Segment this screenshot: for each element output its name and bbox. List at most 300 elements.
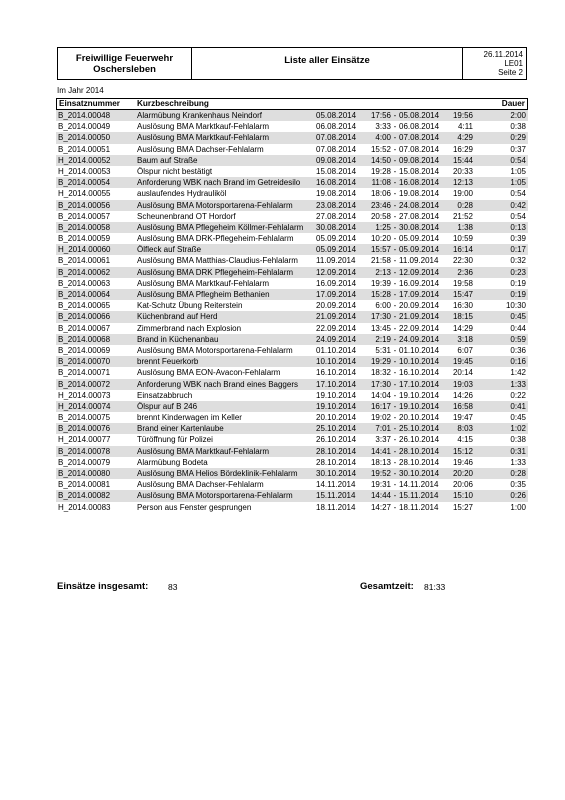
end-time: 22:30 — [452, 256, 473, 266]
incident-description: Ölfleck auf Straße — [137, 245, 202, 255]
year-subtitle: Im Jahr 2014 — [57, 86, 104, 95]
incident-duration: 0:32 — [510, 256, 526, 266]
incident-duration: 0:44 — [510, 323, 526, 333]
end-date: 25.10.2014 — [399, 424, 440, 434]
date-range-separator: - — [393, 245, 397, 255]
incident-duration: 0:19 — [510, 278, 526, 288]
start-time: 21:58 — [370, 256, 391, 266]
incident-duration: 0:29 — [510, 133, 526, 143]
table-row — [56, 177, 528, 188]
start-time: 17:30 — [370, 379, 391, 389]
end-date: 17.09.2014 — [399, 290, 440, 299]
date-range-separator: - — [393, 222, 397, 232]
date-range-separator: - — [393, 390, 397, 400]
start-time: 19:39 — [370, 278, 391, 288]
end-date: 14.11.2014 — [399, 480, 439, 490]
start-time: 19:31 — [370, 480, 391, 490]
page-number: Seite 2 — [498, 68, 523, 77]
start-date: 26.10.2014 — [316, 435, 357, 445]
date-range-separator: - — [393, 424, 397, 434]
incident-description: Auslösung BMA Marktkauf-Fehlalarm — [137, 133, 270, 143]
org-name-line2: Oschersleben — [93, 63, 156, 75]
end-date: 06.08.2014 — [399, 122, 440, 132]
start-time: 1:25 — [375, 222, 391, 232]
incident-description: Auslösung BMA Matthias-Claudius-Fehlalarm — [137, 256, 298, 266]
incident-description: auslaufendes Hydrauliköl — [137, 189, 227, 199]
start-date: 16.10.2014 — [316, 368, 357, 378]
start-time: 17:56 — [370, 111, 391, 120]
date-range-separator: - — [393, 133, 397, 143]
start-date: 17.09.2014 — [316, 290, 357, 299]
start-date: 19.10.2014 — [316, 401, 357, 411]
end-date: 28.10.2014 — [399, 457, 440, 467]
table-row — [56, 390, 528, 401]
incident-description: Auslösung BMA Motorsportarena-Fehlalarm — [137, 345, 293, 355]
incident-number: B_2014.00072 — [58, 379, 111, 389]
incident-duration: 1:33 — [510, 457, 526, 467]
start-date: 19.10.2014 — [316, 390, 357, 400]
incident-duration: 0:38 — [510, 122, 526, 132]
total-count-label: Einsätze insgesamt: — [57, 581, 149, 592]
end-date: 11.09.2014 — [399, 256, 439, 266]
table-row — [56, 502, 528, 513]
end-time: 19:46 — [452, 457, 473, 467]
incident-description: Auslösung BMA Dachser-Fehlalarm — [137, 480, 264, 490]
table-row — [56, 278, 528, 289]
start-time: 13:45 — [370, 323, 391, 333]
start-time: 19:02 — [370, 413, 391, 423]
incident-duration: 0:41 — [510, 401, 526, 411]
end-time: 20:14 — [452, 368, 473, 378]
end-time: 16:58 — [452, 401, 473, 411]
column-header-number: Einsatznummer — [59, 99, 120, 108]
end-date: 12.09.2014 — [399, 267, 440, 277]
start-date: 19.08.2014 — [316, 189, 357, 199]
date-range-separator: - — [393, 401, 397, 411]
incident-number: B_2014.00078 — [58, 446, 111, 456]
start-date: 21.09.2014 — [316, 312, 357, 322]
end-date: 05.09.2014 — [399, 234, 440, 244]
end-time: 18:15 — [452, 312, 473, 322]
incident-number: B_2014.00062 — [58, 267, 111, 277]
end-date: 07.08.2014 — [399, 133, 440, 143]
start-time: 16:17 — [370, 401, 391, 411]
total-time-value: 81:33 — [424, 582, 446, 592]
start-date: 16.09.2014 — [316, 278, 357, 288]
incident-duration: 0:39 — [510, 234, 526, 244]
incident-duration: 0:19 — [510, 290, 526, 299]
end-time: 19:00 — [452, 189, 473, 199]
table-row — [56, 166, 528, 177]
incident-number: B_2014.00069 — [58, 345, 111, 355]
start-date: 22.09.2014 — [316, 323, 357, 333]
table-row — [56, 222, 528, 233]
date-range-separator: - — [393, 334, 397, 344]
incident-number: B_2014.00079 — [58, 457, 111, 467]
column-header-description: Kurzbeschreibung — [137, 99, 209, 108]
incident-duration: 1:33 — [510, 379, 526, 389]
incident-duration: 0:28 — [510, 469, 526, 478]
start-time: 20:58 — [370, 211, 391, 221]
table-row — [56, 345, 528, 356]
end-time: 12:13 — [452, 178, 473, 188]
incident-description: Küchenbrand auf Herd — [137, 312, 218, 322]
incident-number: H_2014.00053 — [58, 166, 111, 176]
table-row — [56, 468, 528, 479]
incident-number: B_2014.00080 — [58, 469, 111, 478]
incident-description: Auslösung BMA Dachser-Fehlalarm — [137, 144, 264, 154]
end-date: 16.09.2014 — [399, 278, 440, 288]
incident-number: B_2014.00075 — [58, 413, 111, 423]
end-date: 07.08.2014 — [399, 144, 440, 154]
end-time: 16:30 — [452, 301, 473, 311]
column-header-duration: Dauer — [501, 99, 525, 108]
table-row — [56, 446, 528, 457]
date-range-separator: - — [393, 234, 397, 244]
end-date: 30.10.2014 — [399, 469, 440, 478]
end-time: 21:52 — [452, 211, 473, 221]
start-date: 28.10.2014 — [316, 457, 357, 467]
end-date: 19.10.2014 — [399, 390, 440, 400]
incident-description: Auslösung BMA Marktkauf-Fehlalarm — [137, 122, 270, 132]
incident-description: Auslösung BMA Marktkauf-Fehlalarm — [137, 278, 270, 288]
start-date: 30.08.2014 — [316, 222, 357, 232]
table-row — [56, 401, 528, 412]
date-range-separator: - — [393, 491, 397, 501]
start-time: 15:57 — [370, 245, 391, 255]
table-row — [56, 211, 528, 222]
end-time: 8:03 — [457, 424, 473, 434]
incident-duration: 0:22 — [510, 390, 526, 400]
start-date: 17.10.2014 — [316, 379, 357, 389]
date-range-separator: - — [393, 357, 397, 367]
date-range-separator: - — [393, 368, 397, 378]
incident-duration: 0:37 — [510, 144, 526, 154]
incident-number: H_2014.00060 — [58, 245, 111, 255]
end-time: 15:44 — [452, 155, 473, 165]
end-date: 05.08.2014 — [399, 111, 440, 120]
start-time: 19:52 — [370, 469, 391, 478]
incident-number: B_2014.00056 — [58, 200, 111, 210]
end-time: 1:38 — [457, 222, 473, 232]
incident-description: Auslösung BMA DRK Pflegeheim-Fehlalarm — [137, 267, 294, 277]
incident-number: B_2014.00064 — [58, 290, 111, 299]
end-time: 14:26 — [452, 390, 473, 400]
table-row — [56, 379, 528, 390]
end-time: 2:36 — [457, 267, 473, 277]
start-time: 15:52 — [370, 144, 391, 154]
start-time: 14:50 — [370, 155, 391, 165]
table-row — [56, 200, 528, 211]
incident-description: Auslösung BMA Pflegeheim Köllmer-Fehlalarm — [137, 222, 304, 232]
incident-description: Kat-Schutz Übung Reiterstein — [137, 301, 243, 311]
end-date: 30.08.2014 — [399, 222, 440, 232]
end-date: 17.10.2014 — [399, 379, 440, 389]
end-date: 24.09.2014 — [399, 334, 440, 344]
incident-description: Brand in Küchenanbau — [137, 334, 219, 344]
incident-number: B_2014.00063 — [58, 278, 111, 288]
start-date: 01.10.2014 — [316, 345, 357, 355]
incident-description: Person aus Fenster gesprungen — [137, 502, 252, 512]
start-date: 15.08.2014 — [316, 166, 357, 176]
incident-description: Auslösung BMA Pflegheim Bethanien — [137, 290, 270, 299]
table-row — [56, 267, 528, 278]
date-range-separator: - — [393, 155, 397, 165]
incident-duration: 0:26 — [510, 491, 526, 501]
end-date: 15.08.2014 — [399, 166, 440, 176]
incident-duration: 1:42 — [510, 368, 526, 378]
incident-duration: 0:45 — [510, 312, 526, 322]
incident-number: B_2014.00048 — [58, 111, 111, 120]
start-time: 3:33 — [375, 122, 391, 132]
start-time: 11:08 — [371, 178, 391, 188]
incident-description: Alarmübung Krankenhaus Neindorf — [137, 111, 262, 120]
end-date: 28.10.2014 — [399, 446, 440, 456]
start-time: 19:29 — [370, 357, 391, 367]
end-date: 19.10.2014 — [399, 401, 440, 411]
incident-duration: 0:16 — [510, 357, 526, 367]
start-time: 6:00 — [375, 301, 391, 311]
incident-duration: 0:59 — [510, 334, 526, 344]
incident-duration: 1:05 — [510, 166, 526, 176]
incident-description: Auslösung BMA Helios Bördeklinik-Fehlalarm — [137, 469, 298, 478]
start-time: 18:06 — [370, 189, 391, 199]
table-row — [56, 155, 528, 166]
incident-duration: 10:30 — [505, 301, 526, 311]
incident-number: B_2014.00057 — [58, 211, 111, 221]
incident-duration: 0:45 — [510, 413, 526, 423]
incident-number: B_2014.00049 — [58, 122, 111, 132]
incident-description: Zimmerbrand nach Explosion — [137, 323, 242, 333]
end-time: 4:11 — [458, 122, 473, 132]
start-time: 4:00 — [375, 133, 391, 143]
end-date: 18.11.2014 — [399, 502, 439, 512]
table-row — [56, 311, 528, 322]
end-date: 21.09.2014 — [399, 312, 440, 322]
incident-number: B_2014.00054 — [58, 178, 111, 188]
date-range-separator: - — [393, 323, 397, 333]
incident-description: Alarmübung Bodeta — [137, 457, 208, 467]
incident-duration: 1:05 — [510, 178, 526, 188]
incident-number: B_2014.00061 — [58, 256, 111, 266]
end-date: 01.10.2014 — [399, 345, 440, 355]
date-range-separator: - — [393, 111, 397, 120]
start-date: 25.10.2014 — [316, 424, 357, 434]
start-date: 06.08.2014 — [316, 122, 357, 132]
start-date: 11.09.2014 — [316, 256, 356, 266]
incident-number: H_2014.00077 — [58, 435, 111, 445]
end-time: 20:06 — [452, 480, 473, 490]
table-row — [56, 132, 528, 143]
start-date: 05.09.2014 — [316, 245, 357, 255]
date-range-separator: - — [393, 211, 397, 221]
incident-description: brennt Kinderwagen im Keller — [137, 413, 242, 423]
start-date: 18.11.2014 — [316, 502, 356, 512]
end-time: 20:20 — [452, 469, 473, 478]
incident-duration: 1:02 — [510, 424, 526, 434]
incident-number: B_2014.00082 — [58, 491, 111, 501]
end-time: 15:27 — [452, 502, 473, 512]
start-time: 14:04 — [370, 390, 391, 400]
report-code: LE01 — [504, 59, 523, 68]
date-range-separator: - — [393, 200, 397, 210]
start-time: 2:13 — [375, 267, 391, 277]
table-row — [56, 244, 528, 255]
start-time: 5:31 — [375, 345, 391, 355]
start-time: 14:41 — [370, 446, 391, 456]
end-time: 3:18 — [457, 334, 473, 344]
end-date: 22.09.2014 — [399, 323, 440, 333]
end-date: 16.08.2014 — [399, 178, 440, 188]
end-date: 26.10.2014 — [399, 435, 440, 445]
incident-duration: 0:13 — [510, 222, 526, 232]
end-time: 4:29 — [457, 133, 473, 143]
end-date: 09.08.2014 — [399, 155, 440, 165]
incident-number: B_2014.00076 — [58, 424, 111, 434]
organization-block — [58, 48, 192, 79]
table-row — [56, 457, 528, 468]
table-row — [56, 479, 528, 490]
end-date: 20.10.2014 — [399, 413, 440, 423]
end-date: 05.09.2014 — [399, 245, 440, 255]
table-row — [56, 188, 528, 199]
incident-description: Auslösung BMA DRK-Pflegeheim-Fehlalarm — [137, 234, 294, 244]
end-date: 24.08.2014 — [399, 200, 440, 210]
table-row — [56, 255, 528, 266]
incident-number: B_2014.00067 — [58, 323, 111, 333]
start-date: 05.09.2014 — [316, 234, 357, 244]
total-count-value: 83 — [168, 582, 178, 592]
incident-duration: 0:54 — [510, 155, 526, 165]
start-time: 10:20 — [370, 234, 391, 244]
end-time: 19:56 — [452, 111, 473, 120]
incident-table — [56, 98, 528, 513]
start-time: 3:37 — [375, 435, 391, 445]
end-time: 6:07 — [457, 345, 473, 355]
incident-duration: 0:23 — [510, 267, 526, 277]
start-date: 14.11.2014 — [316, 480, 356, 490]
start-time: 14:44 — [370, 491, 391, 501]
date-range-separator: - — [393, 446, 397, 456]
table-row — [56, 144, 528, 155]
start-time: 2:19 — [375, 334, 391, 344]
table-row — [56, 289, 528, 300]
start-time: 14:27 — [370, 502, 391, 512]
incident-number: B_2014.00081 — [58, 480, 111, 490]
incident-number: B_2014.00066 — [58, 312, 111, 322]
org-name-line1: Freiwillige Feuerwehr — [75, 52, 174, 64]
table-row — [56, 323, 528, 334]
date-range-separator: - — [393, 290, 397, 299]
incident-description: Baum auf Straße — [137, 155, 198, 165]
incident-number: B_2014.00050 — [58, 133, 111, 143]
date-range-separator: - — [393, 379, 397, 389]
end-time: 14:29 — [452, 323, 473, 333]
date-range-separator: - — [393, 413, 397, 423]
incident-number: H_2014.00073 — [58, 390, 111, 400]
incident-duration: 0:17 — [510, 245, 526, 255]
end-time: 19:45 — [452, 357, 473, 367]
start-date: 05.08.2014 — [316, 111, 357, 120]
table-header — [56, 98, 528, 110]
date-range-separator: - — [393, 502, 397, 512]
incident-description: Anforderung WBK nach Brand im Getreidesilo — [137, 178, 301, 188]
date-range-separator: - — [393, 278, 397, 288]
incident-number: H_2014.00052 — [58, 155, 111, 165]
end-time: 19:47 — [452, 413, 473, 423]
end-time: 16:14 — [452, 245, 473, 255]
incident-description: Ölspur auf B 246 — [137, 401, 198, 411]
incident-number: H_2014.00055 — [58, 189, 111, 199]
incident-description: Scheunenbrand OT Hordorf — [137, 211, 236, 221]
incident-number: H_2014.00074 — [58, 401, 111, 411]
date-range-separator: - — [393, 312, 397, 322]
incident-description: Anforderung WBK nach Brand eines Baggers — [137, 379, 298, 389]
end-date: 20.09.2014 — [399, 301, 440, 311]
start-date: 24.09.2014 — [316, 334, 357, 344]
table-row — [56, 121, 528, 132]
date-range-separator: - — [393, 435, 397, 445]
date-range-separator: - — [393, 189, 397, 199]
date-range-separator: - — [393, 345, 397, 355]
start-date: 20.10.2014 — [316, 413, 357, 423]
incident-duration: 0:36 — [510, 345, 526, 355]
date-range-separator: - — [393, 144, 397, 154]
table-row — [56, 412, 528, 423]
date-range-separator: - — [393, 122, 397, 132]
start-date: 15.11.2014 — [316, 491, 356, 501]
incident-description: Auslösung BMA Motorsportarena-Fehlalarm — [137, 491, 293, 501]
start-time: 23:46 — [370, 200, 391, 210]
incident-number: B_2014.00059 — [58, 234, 111, 244]
incident-description: Ölspur nicht bestätigt — [137, 166, 213, 176]
incident-description: Auslösung BMA Motorsportarena-Fehlalarm — [137, 200, 293, 210]
report-title: Liste aller Einsätze — [192, 48, 463, 79]
table-row — [56, 110, 528, 121]
start-date: 07.08.2014 — [316, 144, 357, 154]
start-date: 28.10.2014 — [316, 446, 357, 456]
end-date: 27.08.2014 — [399, 211, 440, 221]
start-time: 17:30 — [370, 312, 391, 322]
incident-number: B_2014.00070 — [58, 357, 111, 367]
incident-number: B_2014.00065 — [58, 301, 111, 311]
incident-description: Türöffnung für Polizei — [137, 435, 213, 445]
incident-number: B_2014.00051 — [58, 144, 111, 154]
date-range-separator: - — [393, 480, 397, 490]
end-date: 19.08.2014 — [399, 189, 440, 199]
table-row — [56, 423, 528, 434]
incident-duration: 1:00 — [510, 502, 526, 512]
end-time: 19:03 — [452, 379, 473, 389]
end-time: 19:58 — [452, 278, 473, 288]
incident-number: B_2014.00058 — [58, 222, 111, 232]
start-time: 18:32 — [370, 368, 391, 378]
date-range-separator: - — [393, 267, 397, 277]
incident-description: Auslösung BMA EON-Avacon-Fehlalarm — [137, 368, 281, 378]
table-row — [56, 233, 528, 244]
table-row — [56, 367, 528, 378]
table-row — [56, 490, 528, 501]
start-time: 15:28 — [370, 290, 391, 299]
report-meta-block — [463, 48, 526, 79]
end-time: 20:33 — [452, 166, 473, 176]
end-time: 15:12 — [452, 446, 473, 456]
end-time: 0:28 — [457, 200, 473, 210]
end-time: 4:15 — [457, 435, 473, 445]
report-date: 26.11.2014 — [483, 50, 523, 59]
incident-duration: 0:54 — [510, 189, 526, 199]
table-body — [56, 110, 528, 513]
